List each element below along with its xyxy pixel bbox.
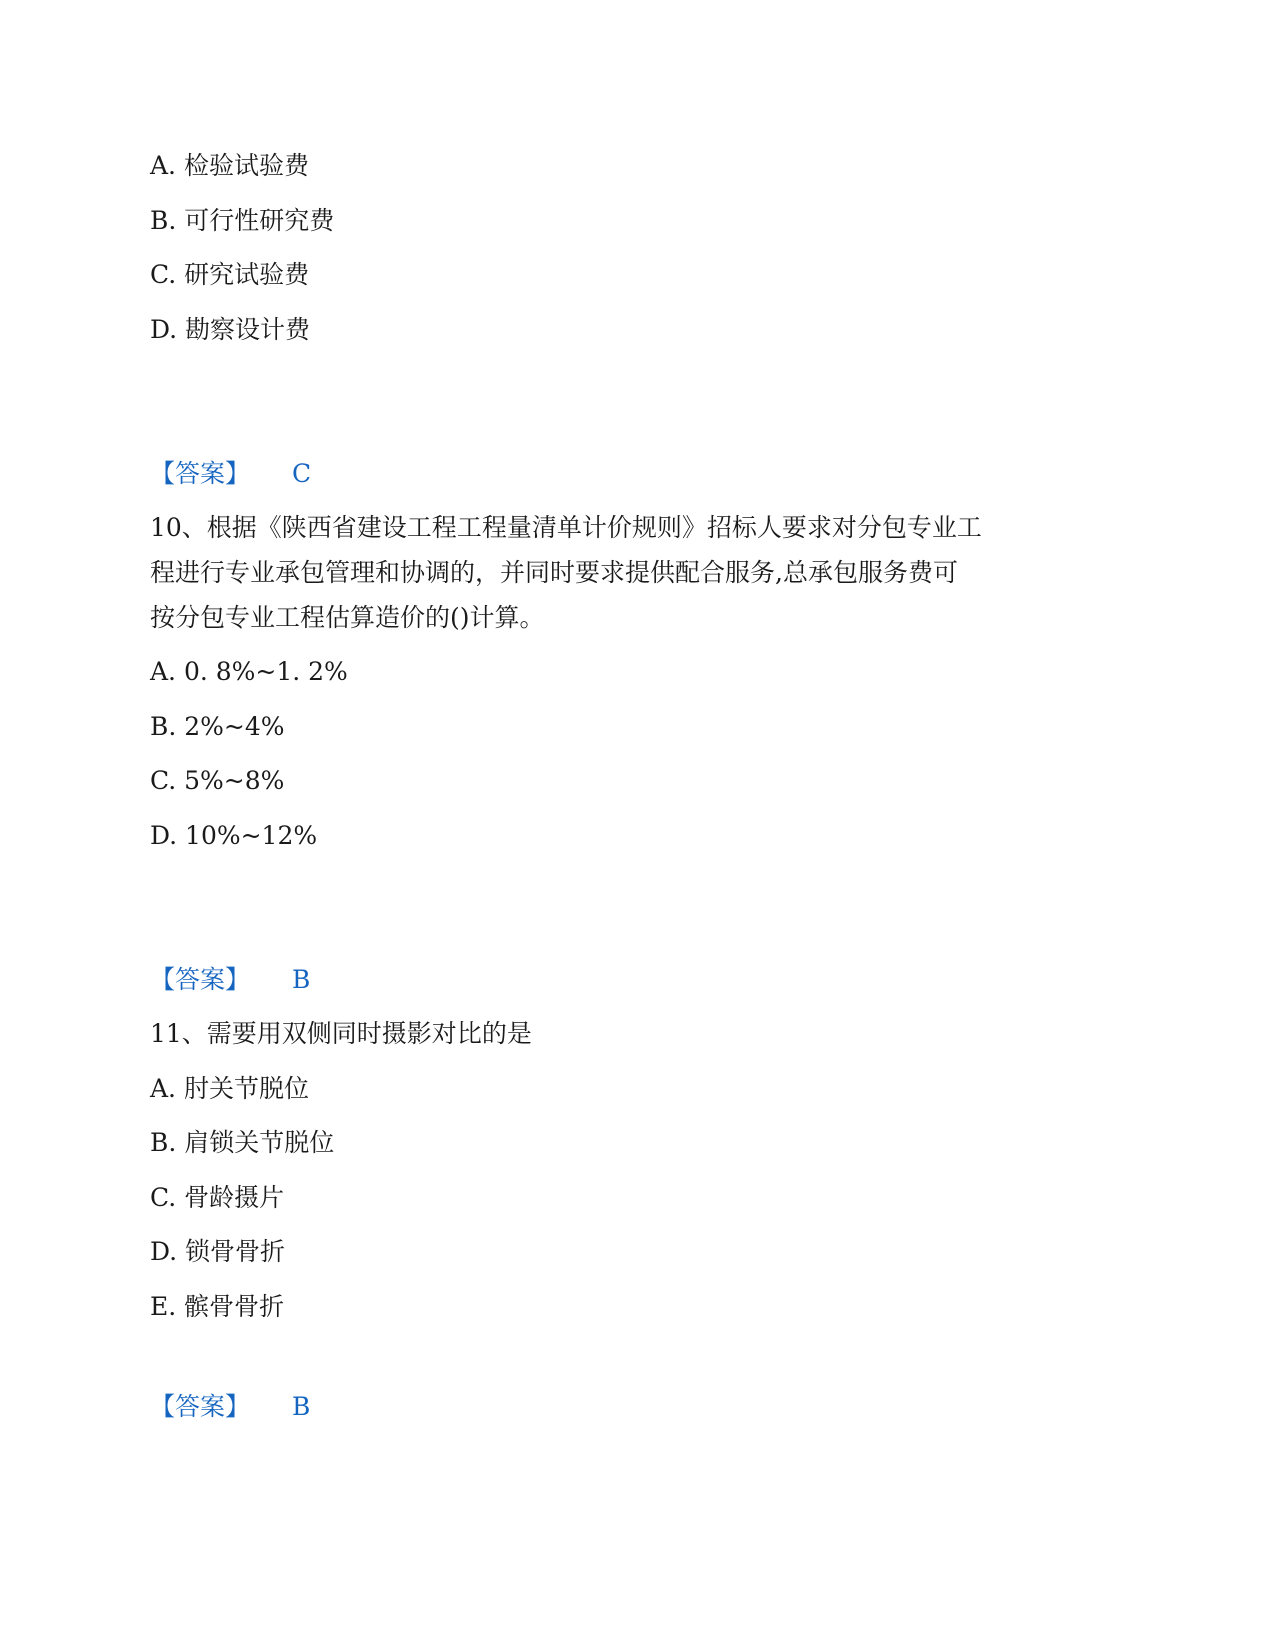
- option-d: D. 10%~12%: [150, 821, 318, 850]
- option-a: A. 0. 8%~1. 2%: [150, 657, 348, 686]
- option-a: A. 检验试验费: [150, 151, 309, 180]
- answer-row: [150, 1391, 310, 1423]
- option-b: B. 2%~4%: [150, 712, 285, 741]
- answer-label: 【答案】: [150, 459, 251, 488]
- option-c: C. 5%~8%: [150, 766, 285, 795]
- option-d: D. 勘察设计费: [150, 315, 311, 344]
- answer-row: [150, 458, 311, 490]
- option-a: A. 肘关节脱位: [150, 1074, 309, 1103]
- answer-label: 【答案】: [150, 965, 251, 994]
- answer-value: B: [292, 1392, 311, 1421]
- question-10-line-1: 10、根据《陕西省建设工程工程量清单计价规则》招标人要求对分包专业工: [150, 513, 982, 542]
- option-e: E. 髌骨骨折: [150, 1292, 285, 1321]
- option-b: B. 可行性研究费: [150, 206, 335, 235]
- answer-value: B: [292, 965, 311, 994]
- question-10-line-2: 程进行专业承包管理和协调的，并同时要求提供配合服务,总承包服务费可: [150, 558, 958, 587]
- answer-label: 【答案】: [150, 1392, 251, 1421]
- question-10-line-3: 按分包专业工程估算造价的()计算。: [150, 603, 545, 632]
- answer-row: [150, 964, 310, 996]
- option-c: C. 研究试验费: [150, 260, 310, 289]
- option-c: C. 骨龄摄片: [150, 1183, 285, 1212]
- option-b: B. 肩锁关节脱位: [150, 1128, 335, 1157]
- question-11: 11、需要用双侧同时摄影对比的是: [150, 1019, 532, 1048]
- option-d: D. 锁骨骨折: [150, 1237, 286, 1266]
- answer-value: C: [292, 459, 312, 488]
